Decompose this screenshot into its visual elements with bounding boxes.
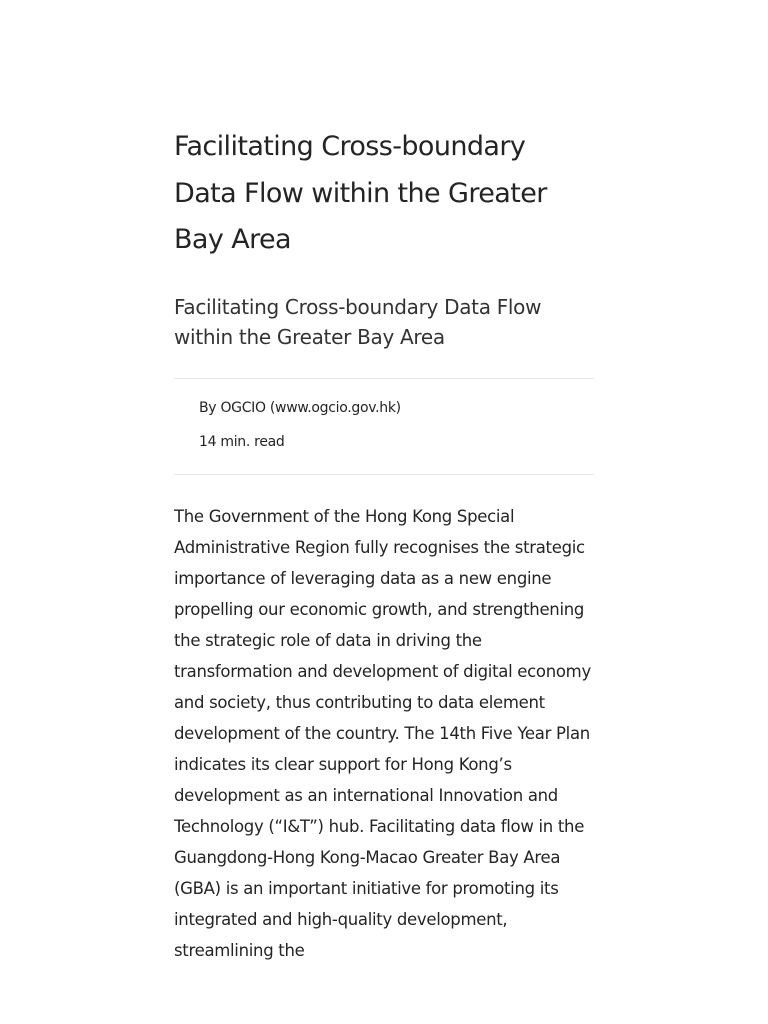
read-time: 14 min. read <box>199 433 285 450</box>
article <box>174 124 594 966</box>
article-meta <box>174 379 594 474</box>
meta-divider-bottom <box>174 474 594 475</box>
article-subtitle: Facilitating Cross-boundary Data Flow within the Greater Bay Area <box>174 294 542 349</box>
author-byline: By OGCIO (www.ogcio.gov.hk) <box>199 399 401 416</box>
article-body-paragraph: The Government of the Hong Kong Special Administrative Region fully recognises the strategic importance of leveraging data as a new engine propelling our economic growth, and strengthening the strategic role of data in driving the transformation and development of digital economy and society, thus contributing to data element development of the country. The 14th Five Year Plan indicates its clear support for Hong Kong’s development as an international Innovation and Technology (“I&T”) hub. Facilitating data flow in the Guangdong-Hong Kong-Macao Greater Bay Area (GBA) is an important initiative for promoting its integrated and high-quality development, streamlining the <box>174 506 591 960</box>
article-title: Facilitating Cross-boundary Data Flow within the Greater Bay Area <box>174 131 547 255</box>
